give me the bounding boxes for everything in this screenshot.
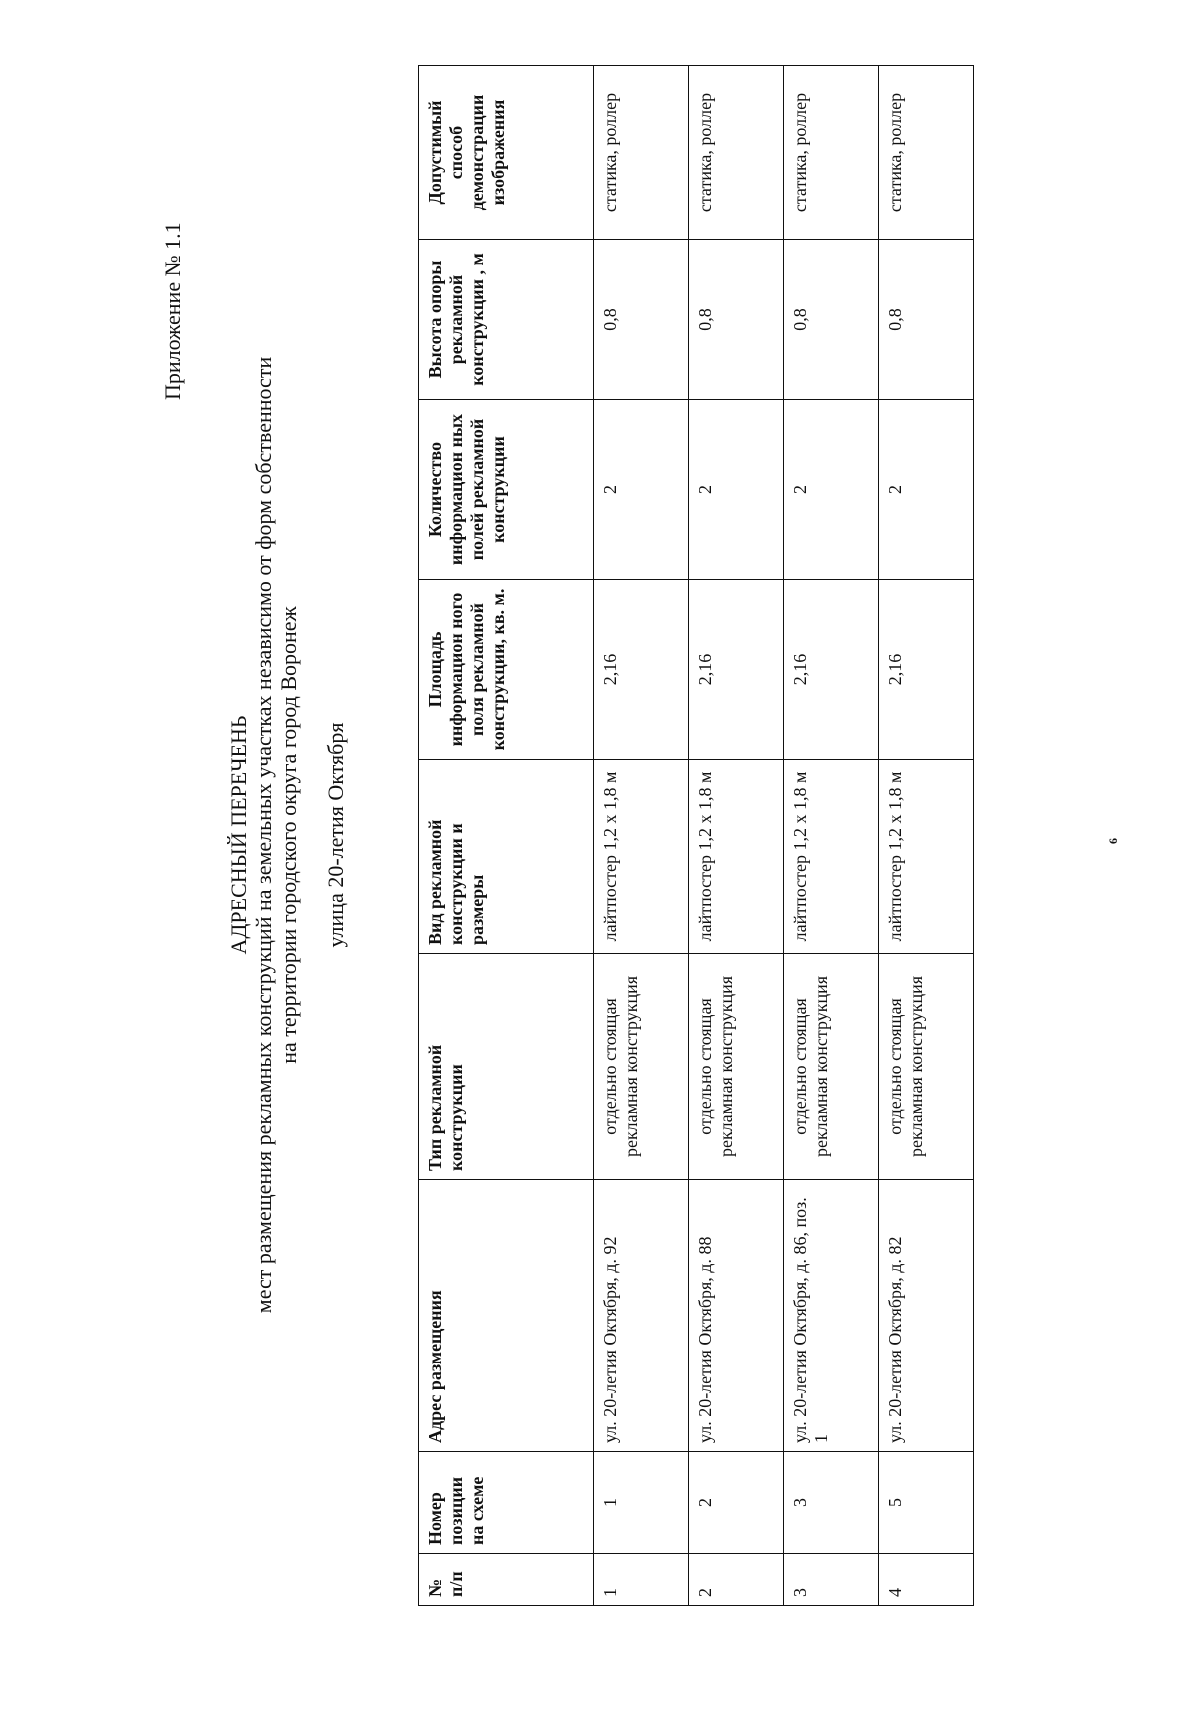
table-cell: 2 xyxy=(689,400,784,580)
table-cell: лайтпостер 1,2 х 1,8 м xyxy=(689,760,784,954)
table-cell: 2,16 xyxy=(879,580,974,760)
table-cell: 1 xyxy=(594,1554,689,1606)
table-cell: 1 xyxy=(594,1452,689,1554)
document-title: АДРЕСНЫЙ ПЕРЕЧЕНЬ xyxy=(226,715,251,955)
table-cell: статика, роллер xyxy=(689,66,784,240)
table-cell: отдельно стоящая рекламная конструкция xyxy=(594,954,689,1180)
table-cell: отдельно стоящая рекламная конструкция xyxy=(784,954,879,1180)
title-block xyxy=(226,110,348,1560)
table-cell: 2,16 xyxy=(784,580,879,760)
table-cell: 2 xyxy=(784,400,879,580)
header-cell: Допустимый способ демонстрации изображения xyxy=(419,66,594,240)
table-cell: ул. 20-летия Октября, д. 86, поз. 1 xyxy=(784,1180,879,1452)
header-cell: Адрес размещения xyxy=(419,1180,594,1452)
table-cell: ул. 20-летия Октября, д. 82 xyxy=(879,1180,974,1452)
street-heading: улица 20-летия Октября xyxy=(323,722,348,948)
table-cell: ул. 20-летия Октября, д. 92 xyxy=(594,1180,689,1452)
document-subtitle-line2: на территории городского округа город Воронеж xyxy=(276,606,301,1064)
table-row xyxy=(784,66,879,1606)
appendix-label: Приложение № 1.1 xyxy=(160,222,185,400)
table-cell: 4 xyxy=(879,1554,974,1606)
table-cell: лайтпостер 1,2 х 1,8 м xyxy=(879,760,974,954)
table-cell: 0,8 xyxy=(784,240,879,400)
table-cell: отдельно стоящая рекламная конструкция xyxy=(879,954,974,1180)
header-cell: Вид рекламной конструкции и размеры xyxy=(419,760,594,954)
address-table xyxy=(418,65,974,1606)
table-cell: 3 xyxy=(784,1554,879,1606)
table-cell: 2 xyxy=(879,400,974,580)
table-cell: 0,8 xyxy=(689,240,784,400)
table-row xyxy=(689,66,784,1606)
table-cell: лайтпостер 1,2 х 1,8 м xyxy=(784,760,879,954)
header-cell: № п/п xyxy=(419,1554,594,1606)
table-cell: статика, роллер xyxy=(879,66,974,240)
table-cell: 0,8 xyxy=(879,240,974,400)
table-cell: ул. 20-летия Октября, д. 88 xyxy=(689,1180,784,1452)
header-cell: Площадь информацион ного поля рекламной конструкции, кв. м. xyxy=(419,580,594,760)
table-cell: 2 xyxy=(689,1554,784,1606)
table-cell: 2 xyxy=(689,1452,784,1554)
table-cell: 5 xyxy=(879,1452,974,1554)
header-cell: Тип рекламной конструкции xyxy=(419,954,594,1180)
table-cell: 2 xyxy=(594,400,689,580)
table-cell: 3 xyxy=(784,1452,879,1554)
table-cell: 0,8 xyxy=(594,240,689,400)
table-cell: 2,16 xyxy=(594,580,689,760)
table-row xyxy=(879,66,974,1606)
header-cell: Номер позиции на схеме xyxy=(419,1452,594,1554)
table-cell: статика, роллер xyxy=(594,66,689,240)
table-cell: лайтпостер 1,2 х 1,8 м xyxy=(594,760,689,954)
table-cell: статика, роллер xyxy=(784,66,879,240)
header-cell: Высота опоры рекламной конструкции , м xyxy=(419,240,594,400)
document-subtitle-line1: мест размещения рекламных конструкций на земельных участках независимо от форм собственности xyxy=(251,356,276,1314)
table-cell: 2,16 xyxy=(689,580,784,760)
table-cell: отдельно стоящая рекламная конструкция xyxy=(689,954,784,1180)
table-row xyxy=(594,66,689,1606)
header-cell: Количество информацион ных полей рекламной конструкции xyxy=(419,400,594,580)
page-number: 6 xyxy=(1106,838,1120,844)
table-header-row xyxy=(419,66,594,1606)
